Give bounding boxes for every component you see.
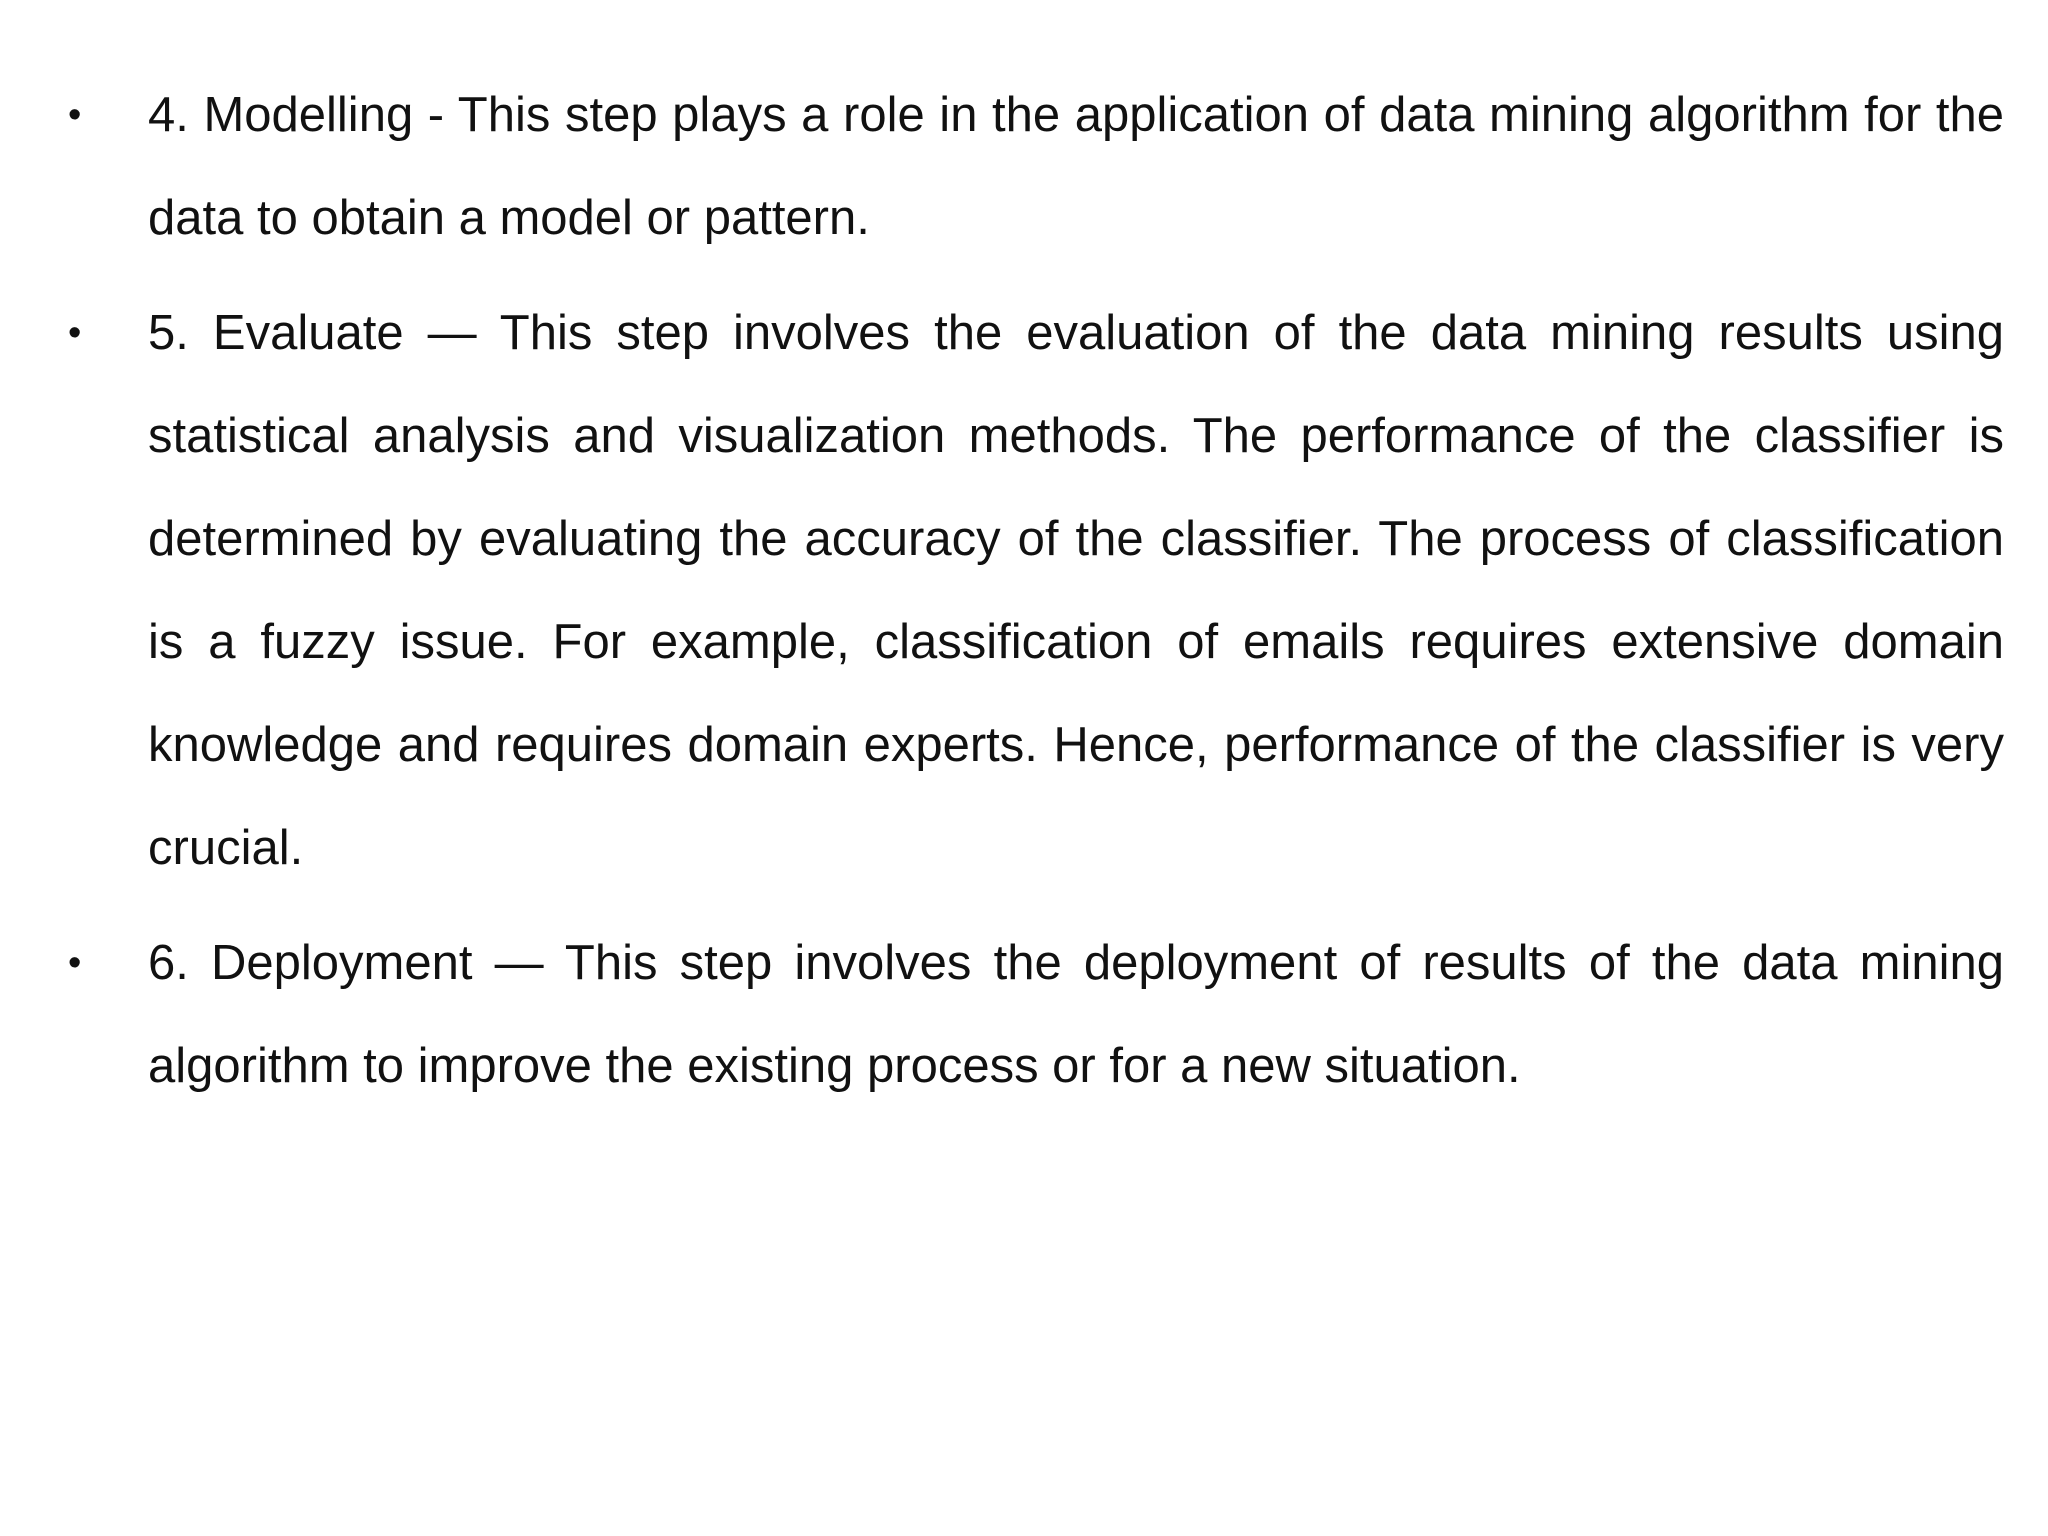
bullet-item-modelling xyxy=(68,82,2004,288)
bullet-text-deployment: 6. Deployment — This step involves the deployment of results of the data mining algorithm to improve the existing process or for a new situation. xyxy=(148,936,2004,1093)
bullet-list xyxy=(68,82,2004,1148)
bullet-item-evaluate xyxy=(68,300,2004,918)
bullet-dot-icon: • xyxy=(68,94,82,136)
bullet-text-modelling: 4. Modelling - This step plays a role in the application of data mining algorithm for the data to obtain a model or pattern. xyxy=(148,88,2004,245)
bullet-dot-icon: • xyxy=(68,312,82,354)
bullet-text-evaluate: 5. Evaluate — This step involves the evaluation of the data mining results using statistical analysis and visualization methods. The performance of the classifier is determined by evaluating the accuracy of the classifier. The process of classification is a fuzzy issue. For example, classification of emails requires extensive domain knowledge and requires domain experts. Hence, performance of the classifier is very crucial. xyxy=(148,306,2004,875)
bullet-dot-icon: • xyxy=(68,942,82,984)
bullet-item-deployment xyxy=(68,930,2004,1136)
